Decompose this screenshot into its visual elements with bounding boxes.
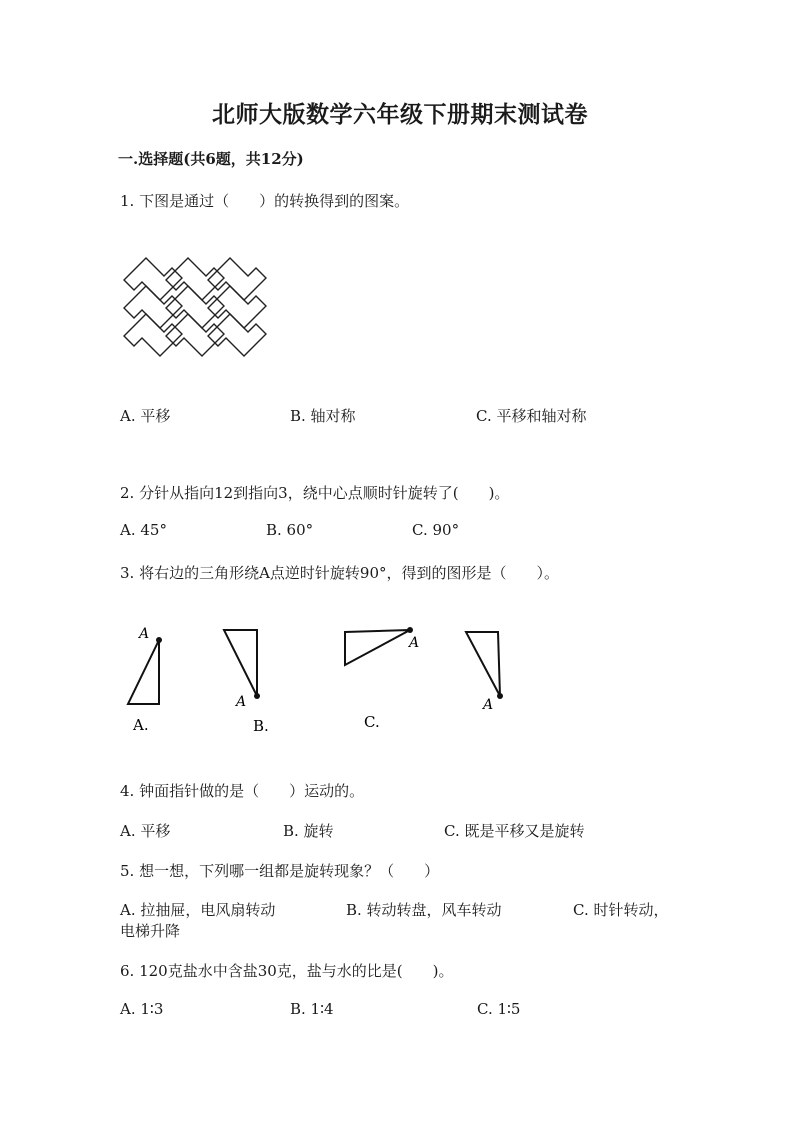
q6-option-b: B. 1∶4 xyxy=(290,1000,334,1018)
q6-option-a: A. 1∶3 xyxy=(120,1000,164,1018)
caption-a: A. xyxy=(133,716,149,734)
question-5-stem: 5. 想一想，下列哪一组都是旋转现象？（ ） xyxy=(120,862,440,880)
q4-option-a: A. 平移 xyxy=(120,822,171,840)
q2-option-a: A. 45° xyxy=(120,521,167,539)
section-heading: 一.选择题(共6题，共12分) xyxy=(118,150,304,168)
vertex-label-d: A xyxy=(483,697,494,713)
q5-option-a: A. 拉抽屉，电风扇转动 xyxy=(120,901,276,919)
q2-option-b: B. 60° xyxy=(266,521,314,539)
triangles-figure xyxy=(120,618,540,743)
question-2-stem: 2. 分针从指向12到指向3，绕中心点顺时针旋转了( )。 xyxy=(120,484,510,502)
q4-option-c: C. 既是平移又是旋转 xyxy=(444,822,585,840)
q5-option-b: B. 转动转盘，风车转动 xyxy=(346,901,502,919)
question-3-stem: 3. 将右边的三角形绕A点逆时针旋转90°，得到的图形是（ ）。 xyxy=(120,564,560,582)
q4-option-b: B. 旋转 xyxy=(283,822,334,840)
q1-option-b: B. 轴对称 xyxy=(290,407,356,425)
q6-option-c: C. 1∶5 xyxy=(477,1000,521,1018)
pattern-figure xyxy=(118,240,268,360)
q5-option-c-continued: 电梯升降 xyxy=(120,922,181,940)
question-4-stem: 4. 钟面指针做的是（ ）运动的。 xyxy=(120,782,365,800)
vertex-label-a1: A xyxy=(139,626,150,642)
page-title: 北师大版数学六年级下册期末测试卷 xyxy=(212,101,588,128)
vertex-label-b: A xyxy=(236,694,247,710)
question-6-stem: 6. 120克盐水中含盐30克，盐与水的比是( )。 xyxy=(120,962,454,980)
q5-option-c: C. 时针转动， xyxy=(573,901,669,919)
caption-c: C. xyxy=(364,713,380,731)
question-1-stem: 1. 下图是通过（ ）的转换得到的图案。 xyxy=(120,192,410,210)
q2-option-c: C. 90° xyxy=(412,521,460,539)
q1-option-c: C. 平移和轴对称 xyxy=(476,407,587,425)
q1-option-a: A. 平移 xyxy=(120,407,171,425)
caption-b: B. xyxy=(253,717,269,735)
vertex-label-c: A xyxy=(409,635,420,651)
